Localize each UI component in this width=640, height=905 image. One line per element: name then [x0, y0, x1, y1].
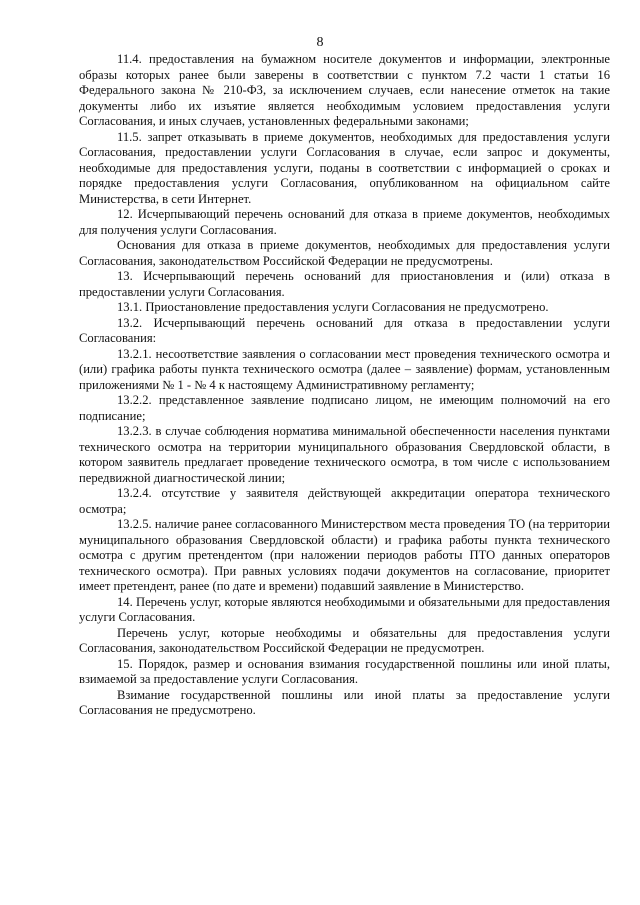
paragraph-12-grounds: Основания для отказа в приеме документов, необходимых для предоставления услуги Согласования, законодательством Российской Федерации не предусмотрены. [79, 238, 610, 268]
page-number: 8 [316, 35, 324, 50]
paragraph-13-2-4: 13.2.4. отсутствие у заявителя действующей аккредитации оператора технического осмотра; [79, 486, 610, 516]
paragraph-11-4: 11.4. предоставления на бумажном носителе документов и информации, электронные образы которых ранее были заверены в соответствии с пунктом 7.2 части 1 статьи 16 Федерального закона № 210-ФЗ, за исключением случаев, если нанесение отметок на такие документы либо их изъятие является необходимым условием предоставления услуги Согласования, и иных случаев, установленных федеральными законами; [79, 52, 610, 128]
paragraph-15: 15. Порядок, размер и основания взимания государственной пошлины или иной платы, взимаемой за предоставление услуги Согласования. [79, 656, 610, 686]
paragraph-13-1: 13.1. Приостановление предоставления услуги Согласования не предусмотрено. [117, 300, 549, 314]
paragraph-13-2-1: 13.2.1. несоответствие заявления о согласовании мест проведения технического осмотра и (или) графика работы пункта технического осмотра (далее – заявление) формам, установленным приложениями № 1 - № 4 к настоящему Административному регламенту; [79, 346, 610, 392]
paragraph-13-2-5: 13.2.5. наличие ранее согласованного Министерством места проведения ТО (на территории муниципального образования Свердловской области) и графика работы пункта технического осмотра с другим претендентом (при наложении периодов работы ПТО данных операторов технического осмотра). При равных условиях подачи документов на согласование, приоритет имеет претендент, ранее (по дате и времени) подавший заявление в Министерство. [79, 517, 610, 593]
paragraph-12: 12. Исчерпывающий перечень оснований для отказа в приеме документов, необходимых для получения услуги Согласования. [79, 207, 610, 237]
paragraph-11-5: 11.5. запрет отказывать в приеме документов, необходимых для предоставления услуги Согласования, предоставлении услуги Согласования в случае, если запрос и документы, необходимые для предоставления услуги, поданы в соответствии с информацией о сроках и порядке предоставления услуги Согласования, опубликованном на официальном сайте Министерства, в сети Интернет. [79, 129, 610, 206]
paragraph-13-2: 13.2. Исчерпывающий перечень оснований для отказа в предоставлении услуги Согласования: [79, 315, 610, 345]
paragraph-15-fee: Взимание государственной пошлины или иной платы за предоставление услуги Согласования не предусмотрено. [79, 687, 610, 717]
paragraph-13-2-2: 13.2.2. представленное заявление подписано лицом, не имеющим полномочий на его подписание; [79, 393, 610, 423]
paragraph-13: 13. Исчерпывающий перечень оснований для приостановления и (или) отказа в предоставлении услуги Согласования. [79, 269, 610, 299]
paragraph-14: 14. Перечень услуг, которые являются необходимыми и обязательными для предоставления услуги Согласования. [79, 594, 610, 624]
paragraph-13-2-3: 13.2.3. в случае соблюдения норматива минимальной обеспеченности населения пунктами технического осмотра на территории муниципального образования Свердловской области, в котором заявитель предлагает проведение технического осмотра, в том числе с использованием передвижной диагностической линии; [79, 424, 610, 485]
paragraph-14-services: Перечень услуг, которые необходимы и обязательны для предоставления услуги Согласования, законодательством Российской Федерации не предусмотрен. [79, 625, 610, 655]
document-body [79, 52, 610, 719]
